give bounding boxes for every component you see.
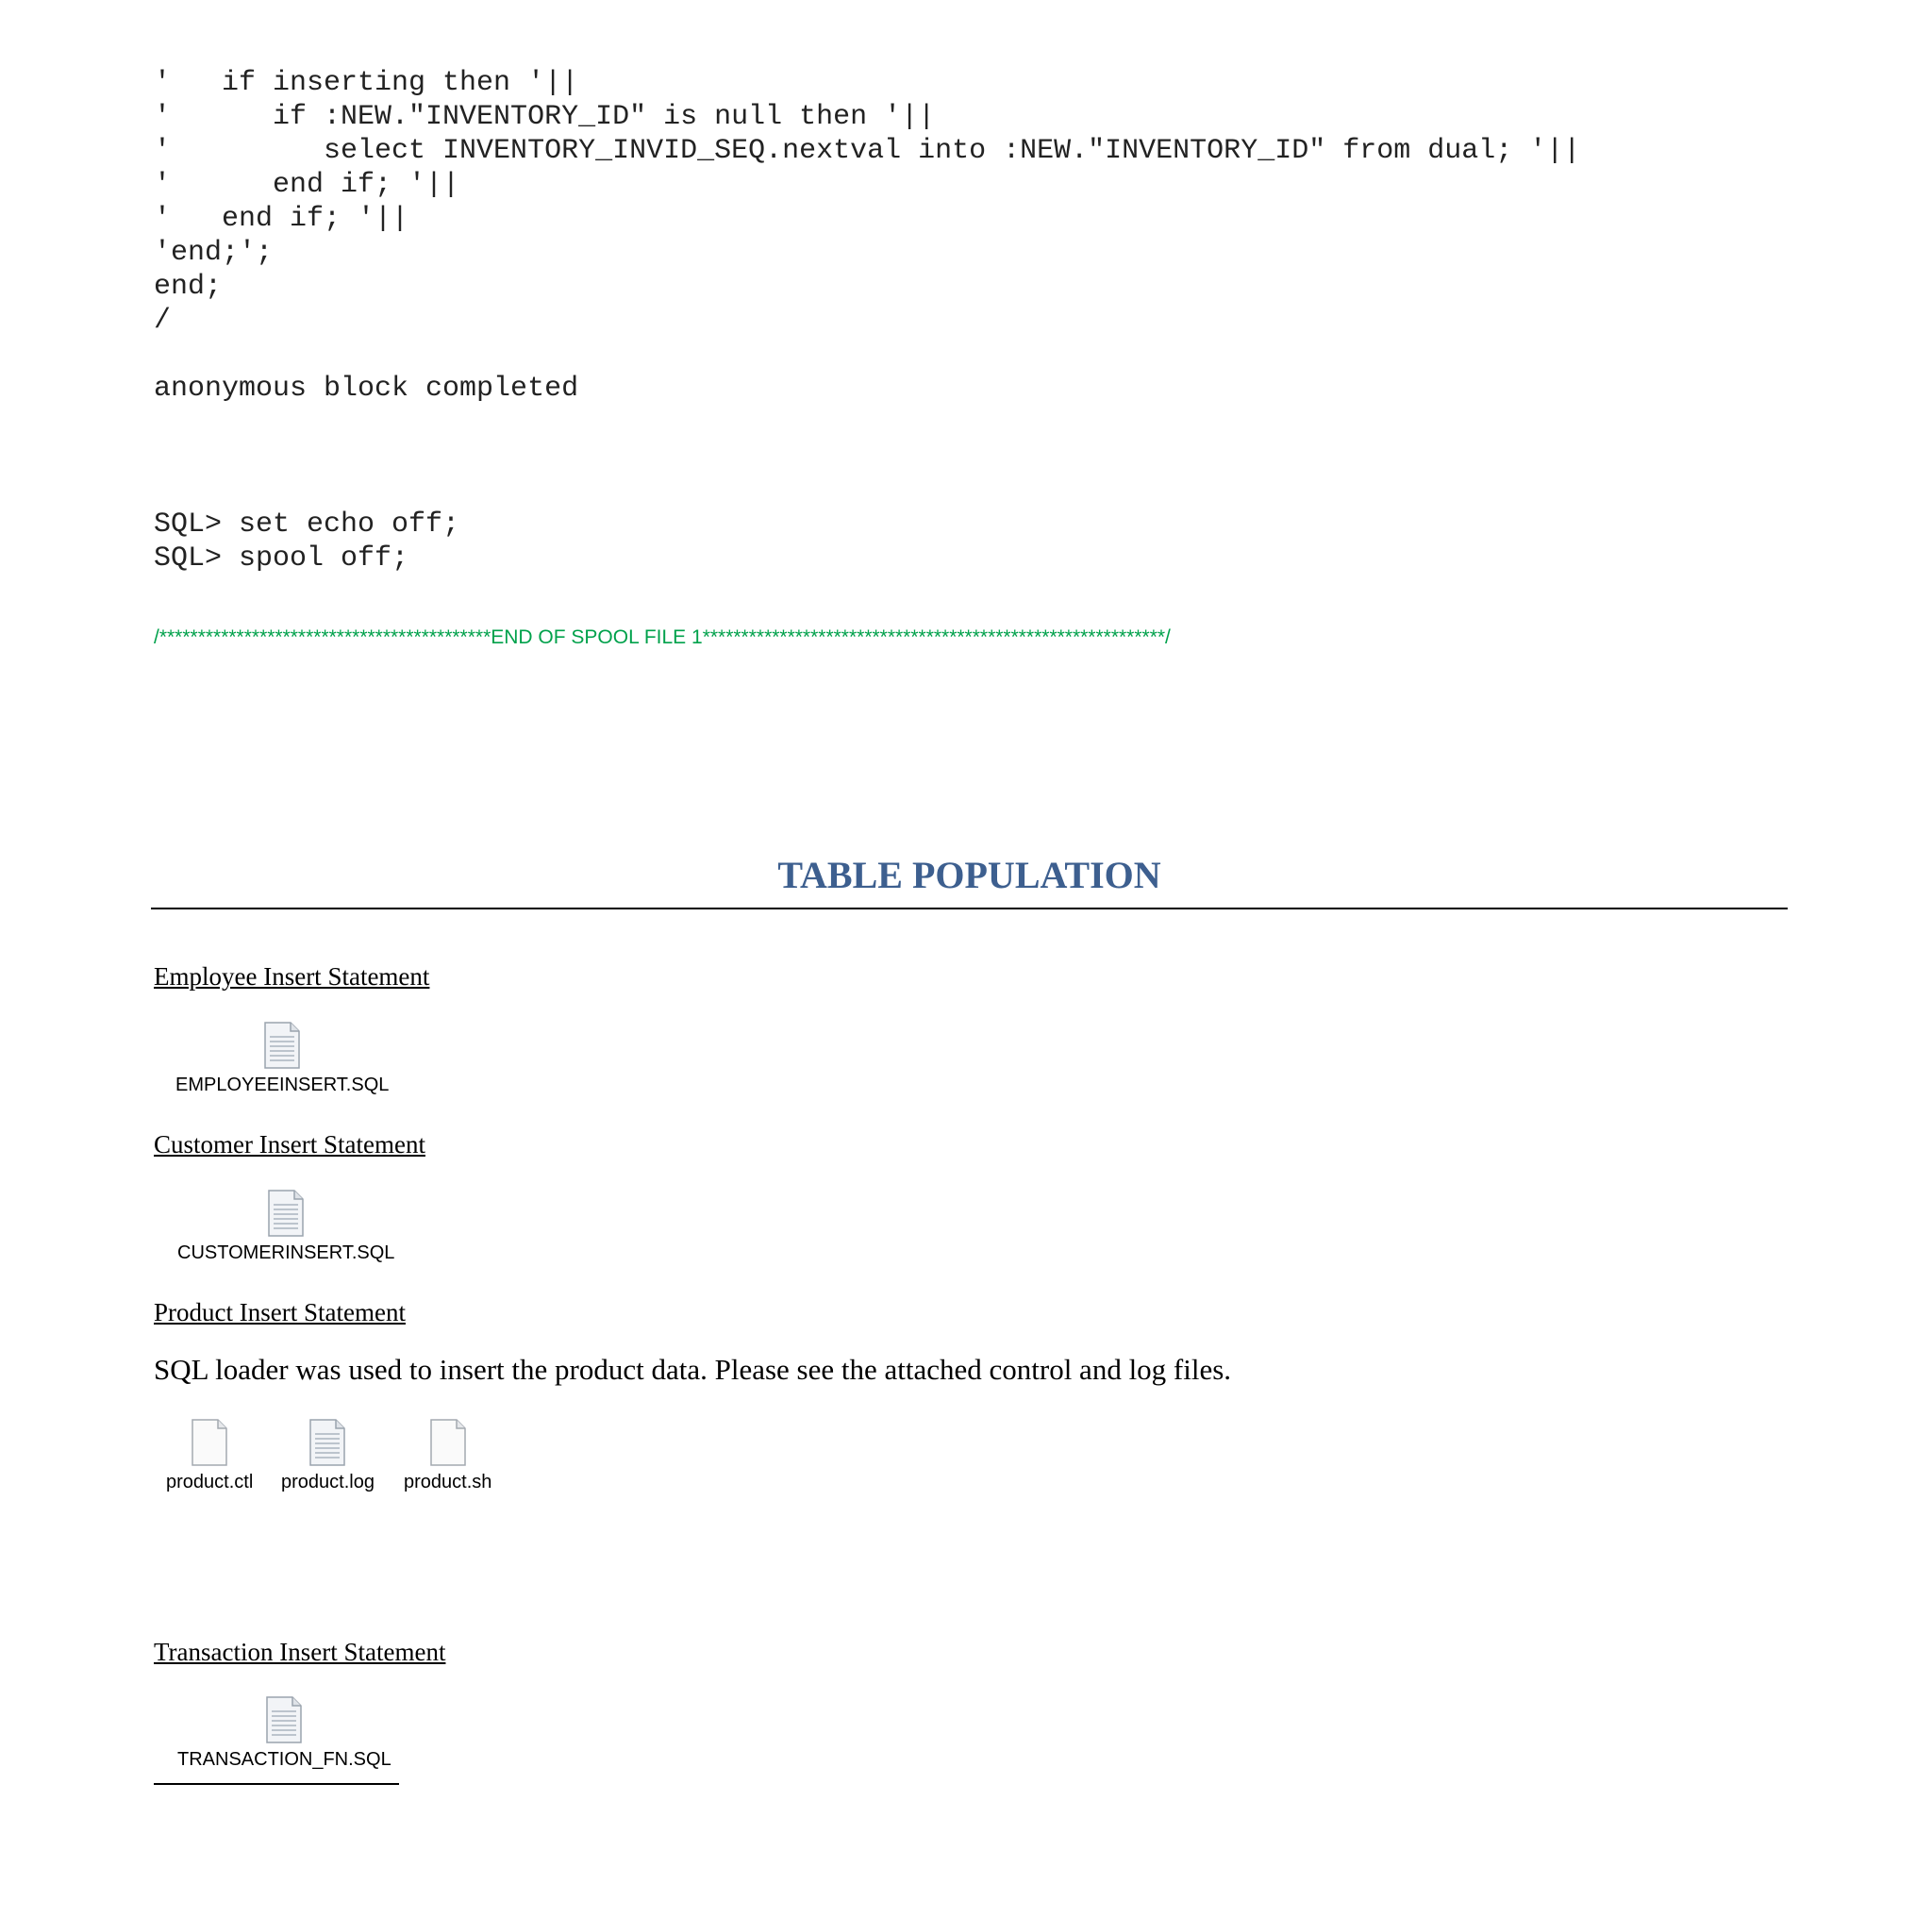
code-terminator: / [154, 305, 172, 337]
employee-insert-attachment[interactable] [175, 1022, 389, 1096]
attachment-filename: product.sh [404, 1472, 492, 1492]
sql-commands: SQL> set echo off; SQL> spool off; [154, 508, 460, 575]
employee-insert-heading: Employee Insert Statement [154, 962, 430, 991]
title-divider [151, 908, 1788, 909]
product-ctl-attachment[interactable] [166, 1419, 253, 1493]
product-log-attachment[interactable] [281, 1419, 375, 1493]
product-insert-heading: Product Insert Statement [154, 1298, 406, 1326]
attachment-filename: TRANSACTION_FN.SQL [177, 1749, 391, 1770]
customer-insert-heading: Customer Insert Statement [154, 1130, 425, 1159]
blank-file-icon [430, 1419, 466, 1466]
document-icon [264, 1022, 300, 1069]
code-listing: ' if inserting then '|| ' if :NEW."INVENTORY_ID" is null then '|| ' select INVENTORY_INVID_SEQ.nextval into :NEW."INVENTORY_ID" from dual; '|| ' end if; '|| ' end if; '|| 'end;'; end; [154, 67, 1581, 303]
product-description: SQL loader was used to insert the product data. Please see the attached control and log files. [154, 1353, 1232, 1386]
transaction-insert-heading: Transaction Insert Statement [154, 1638, 446, 1666]
bottom-divider [154, 1783, 399, 1785]
section-title: TABLE POPULATION [777, 854, 1161, 896]
transaction-fn-attachment[interactable] [177, 1696, 391, 1771]
blank-file-icon [192, 1419, 227, 1466]
spool-end-marker: /*******************************************END OF SPOOL FILE 1************************************************************/ [154, 626, 1171, 648]
anonymous-block-message: anonymous block completed [154, 373, 579, 405]
document-icon [309, 1419, 345, 1466]
customer-insert-attachment[interactable] [177, 1190, 394, 1264]
attachment-filename: CUSTOMERINSERT.SQL [177, 1242, 395, 1263]
document-icon [268, 1190, 304, 1237]
product-sh-attachment[interactable] [404, 1419, 491, 1493]
attachment-filename: product.ctl [166, 1472, 254, 1492]
attachment-filename: EMPLOYEEINSERT.SQL [175, 1075, 390, 1095]
document-icon [266, 1696, 302, 1743]
attachment-filename: product.log [281, 1472, 375, 1492]
